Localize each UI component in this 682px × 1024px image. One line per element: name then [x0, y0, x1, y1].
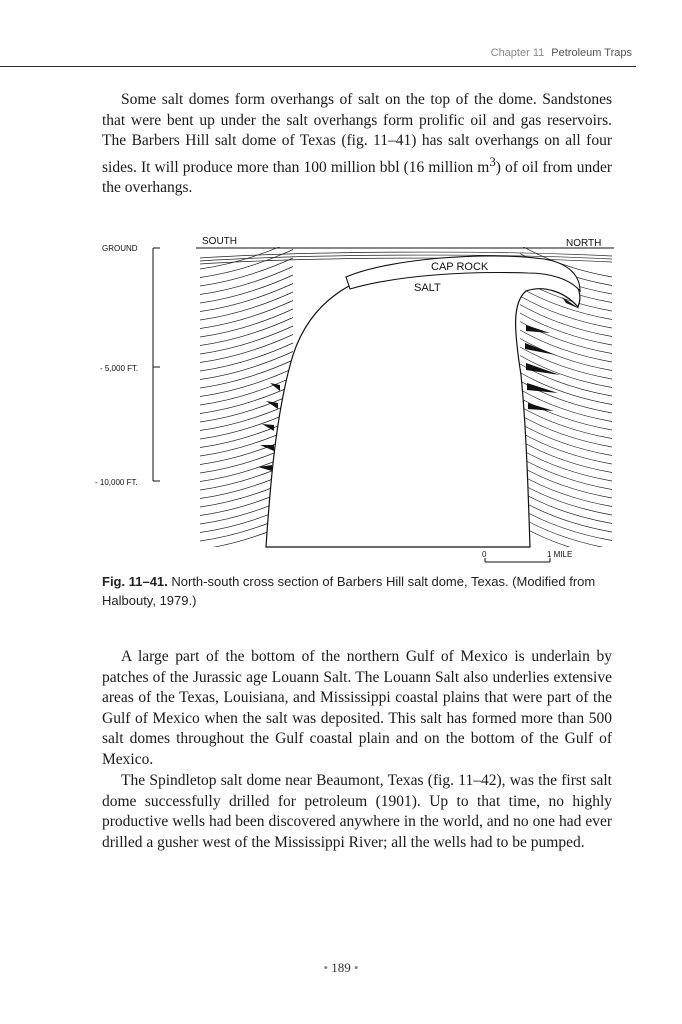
depth-10000-label: - 10,000 FT. [95, 478, 138, 487]
paragraph-3: The Spindletop salt dome near Beaumont, Texas (fig. 11–42), was the first salt dome successfully drilled for petroleum (1901). Up to that time, no highly productive wells had been discovered anywhere in the world, and no one had ever drilled a gusher west of the Mississippi River; all the wells had to be pumped. [102, 772, 612, 851]
layer-line-left [200, 326, 293, 354]
bullet-left: • [323, 960, 328, 975]
layer-line-left [200, 258, 293, 286]
ground-label: GROUND [102, 244, 138, 253]
running-head [491, 47, 632, 59]
scale-mile-label: 1 MILE [547, 550, 573, 559]
paragraph-1 [102, 90, 612, 199]
figure-caption [102, 572, 616, 610]
layer-line-left [200, 360, 293, 388]
bullet-right: • [354, 960, 359, 975]
depth-axis [153, 248, 160, 481]
layer-line-left [200, 284, 293, 312]
chapter-title: Petroleum Traps [551, 47, 632, 59]
layer-line-left [200, 301, 293, 329]
page-number: 189 [331, 960, 351, 975]
layer-line-left [200, 343, 293, 371]
north-label: NORTH [566, 238, 602, 249]
south-label: SOUTH [202, 236, 237, 247]
layer-line-left [200, 377, 293, 405]
figure-barbers-hill-cross-section [88, 225, 628, 570]
layer-line-left [200, 275, 293, 303]
chapter-number: Chapter 11 [490, 47, 545, 59]
layer-line-left [200, 250, 293, 278]
figure-label: Fig. 11–41. [102, 574, 168, 589]
salt-label: SALT [414, 282, 441, 294]
layer-line-left [200, 309, 293, 337]
layer-line-left [200, 267, 293, 295]
scale-bar [485, 558, 550, 562]
paragraph-2: A large part of the bottom of the northern Gulf of Mexico is underlain by patches of the Jurassic age Louann Salt. The Louann Salt also underlies extensive areas of the Texas, Louisiana, and Mississippi coastal plains that were part of the Gulf of Mexico when the salt was deposited. This salt has formed more than 500 salt domes throughout the Gulf coastal plain and on the bottom of the Gulf of Mexico. [102, 648, 612, 768]
header-rule [0, 66, 636, 67]
depth-5000-label: - 5,000 FT. [100, 364, 139, 373]
caption-text: North-south cross section of Barbers Hill salt dome, Texas. (Modified from Halbouty, 1979.) [102, 574, 596, 608]
page-number-footer [0, 960, 682, 976]
cross-section-diagram [88, 225, 628, 570]
layer-line-left [200, 292, 293, 320]
superscript-3: 3 [489, 153, 496, 169]
paragraph-1-end: ) of oil from under the overhangs. [102, 158, 613, 197]
layer-line-left [200, 369, 293, 397]
cap-rock-label: CAP ROCK [431, 261, 489, 273]
layer-line-left [200, 335, 293, 363]
paragraph-1-text: Some salt domes form overhangs of salt on the top of the dome. Sandstones that were bent up under the salt overhangs form prolific oil and gas reservoirs. The Barbers Hill salt dome of Texas (fig. 11–41) has salt overhangs on all four sides. It will produce more than 100 million bbl (16 million m [102, 91, 612, 176]
layer-line-left [200, 318, 293, 346]
layer-line-left [200, 352, 293, 380]
scale-zero-label: 0 [482, 550, 487, 559]
